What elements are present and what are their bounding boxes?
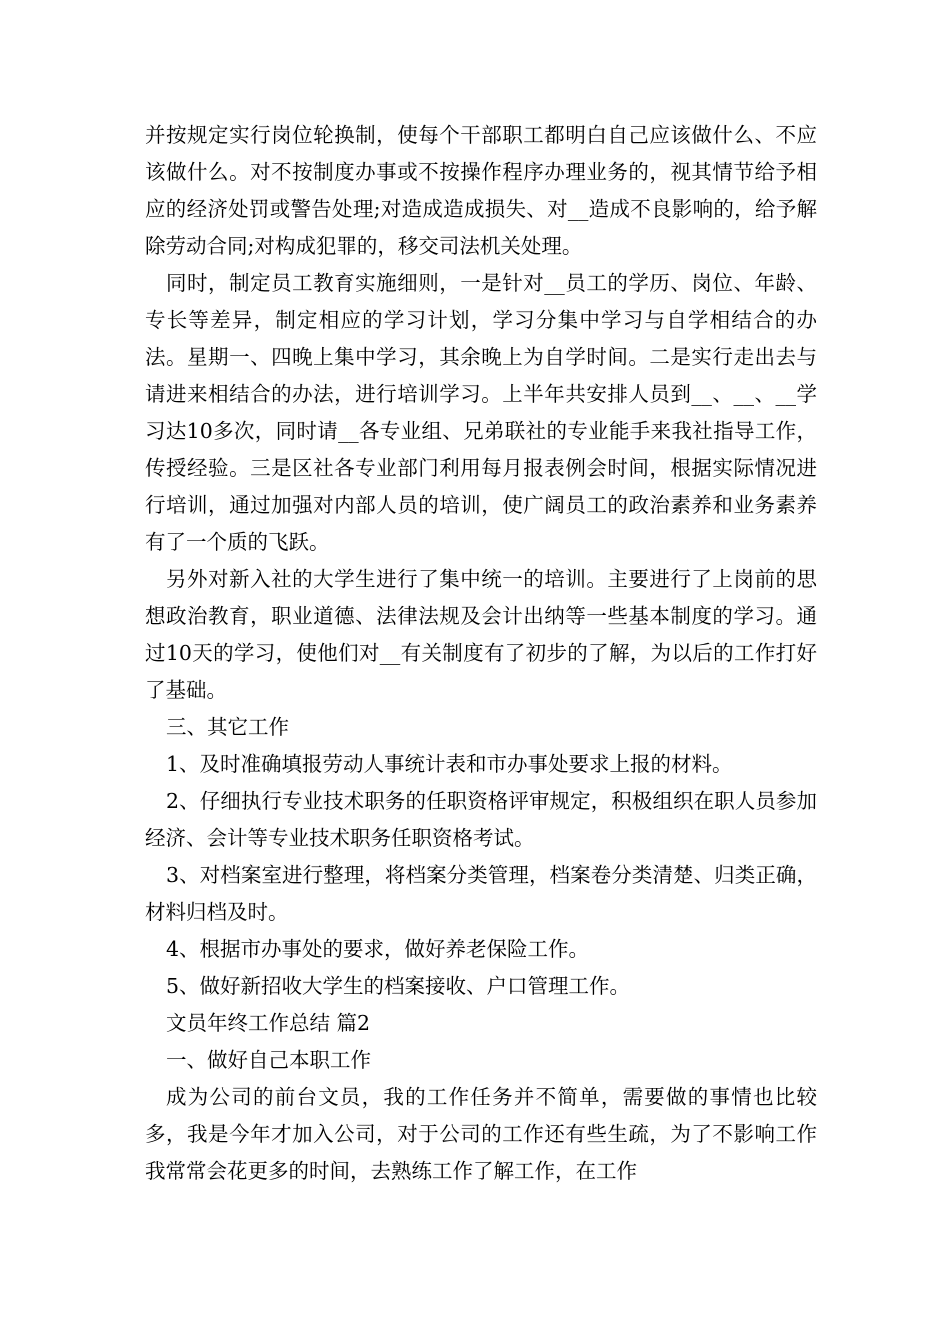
- list-item-3: 3、对档案室进行整理，将档案分类管理，档案卷分类清楚、归类正确，材料归档及时。: [145, 863, 817, 924]
- paragraph-graduate-training: 另外对新入社的大学生进行了集中统一的培训。主要进行了上岗前的思想政治教育，职业道德、法律法规及会计出纳等一些基本制度的学习。通过10天的学习，使他们对__有关制度有了初步的了解，为以后的工作打好了基础。: [145, 567, 817, 702]
- list-item-1: 1、及时准确填报劳动人事统计表和市办事处要求上报的材料。: [166, 752, 733, 776]
- section-heading-own-duties: 一、做好自己本职工作: [166, 1048, 371, 1072]
- article-title-part-2: 文员年终工作总结 篇2: [166, 1011, 371, 1035]
- section-heading-other-work: 三、其它工作: [166, 715, 289, 739]
- list-item-4: 4、根据市办事处的要求，做好养老保险工作。: [166, 937, 590, 961]
- document-body: [145, 117, 817, 1190]
- list-item-5: 5、做好新招收大学生的档案接收、户口管理工作。: [166, 974, 631, 998]
- list-item-2: 2、仔细执行专业技术职务的任职资格评审规定，积极组织在职人员参加经济、会计等专业技术职务任职资格考试。: [145, 789, 817, 850]
- paragraph-job-rotation: 并按规定实行岗位轮换制，使每个干部职工都明白自己应该做什么、不应该做什么。对不按制度办事或不按操作程序办理业务的，视其情节给予相应的经济处罚或警告处理;对造成造成损失、对__造成不良影响的，给予解除劳动合同;对构成犯罪的，移交司法机关处理。: [145, 123, 817, 258]
- paragraph-staff-education: 同时，制定员工教育实施细则，一是针对__员工的学历、岗位、年龄、专长等差异，制定相应的学习计划，学习分集中学习与自学相结合的办法。星期一、四晚上集中学习，其余晚上为自学时间。二是实行走出去与请进来相结合的办法，进行培训学习。上半年共安排人员到__、__、__学习达10多次，同时请__各专业组、兄弟联社的专业能手来我社指导工作，传授经验。三是区社各专业部门利用每月报表例会时间，根据实际情况进行培训，通过加强对内部人员的培训，使广阔员工的政治素养和业务素养有了一个质的飞跃。: [145, 271, 817, 554]
- paragraph-front-desk-clerk: 成为公司的前台文员，我的工作任务并不简单，需要做的事情也比较多，我是今年才加入公司，对于公司的工作还有些生疏，为了不影响工作我常常会花更多的时间，去熟练工作了解工作，在工作: [145, 1085, 817, 1183]
